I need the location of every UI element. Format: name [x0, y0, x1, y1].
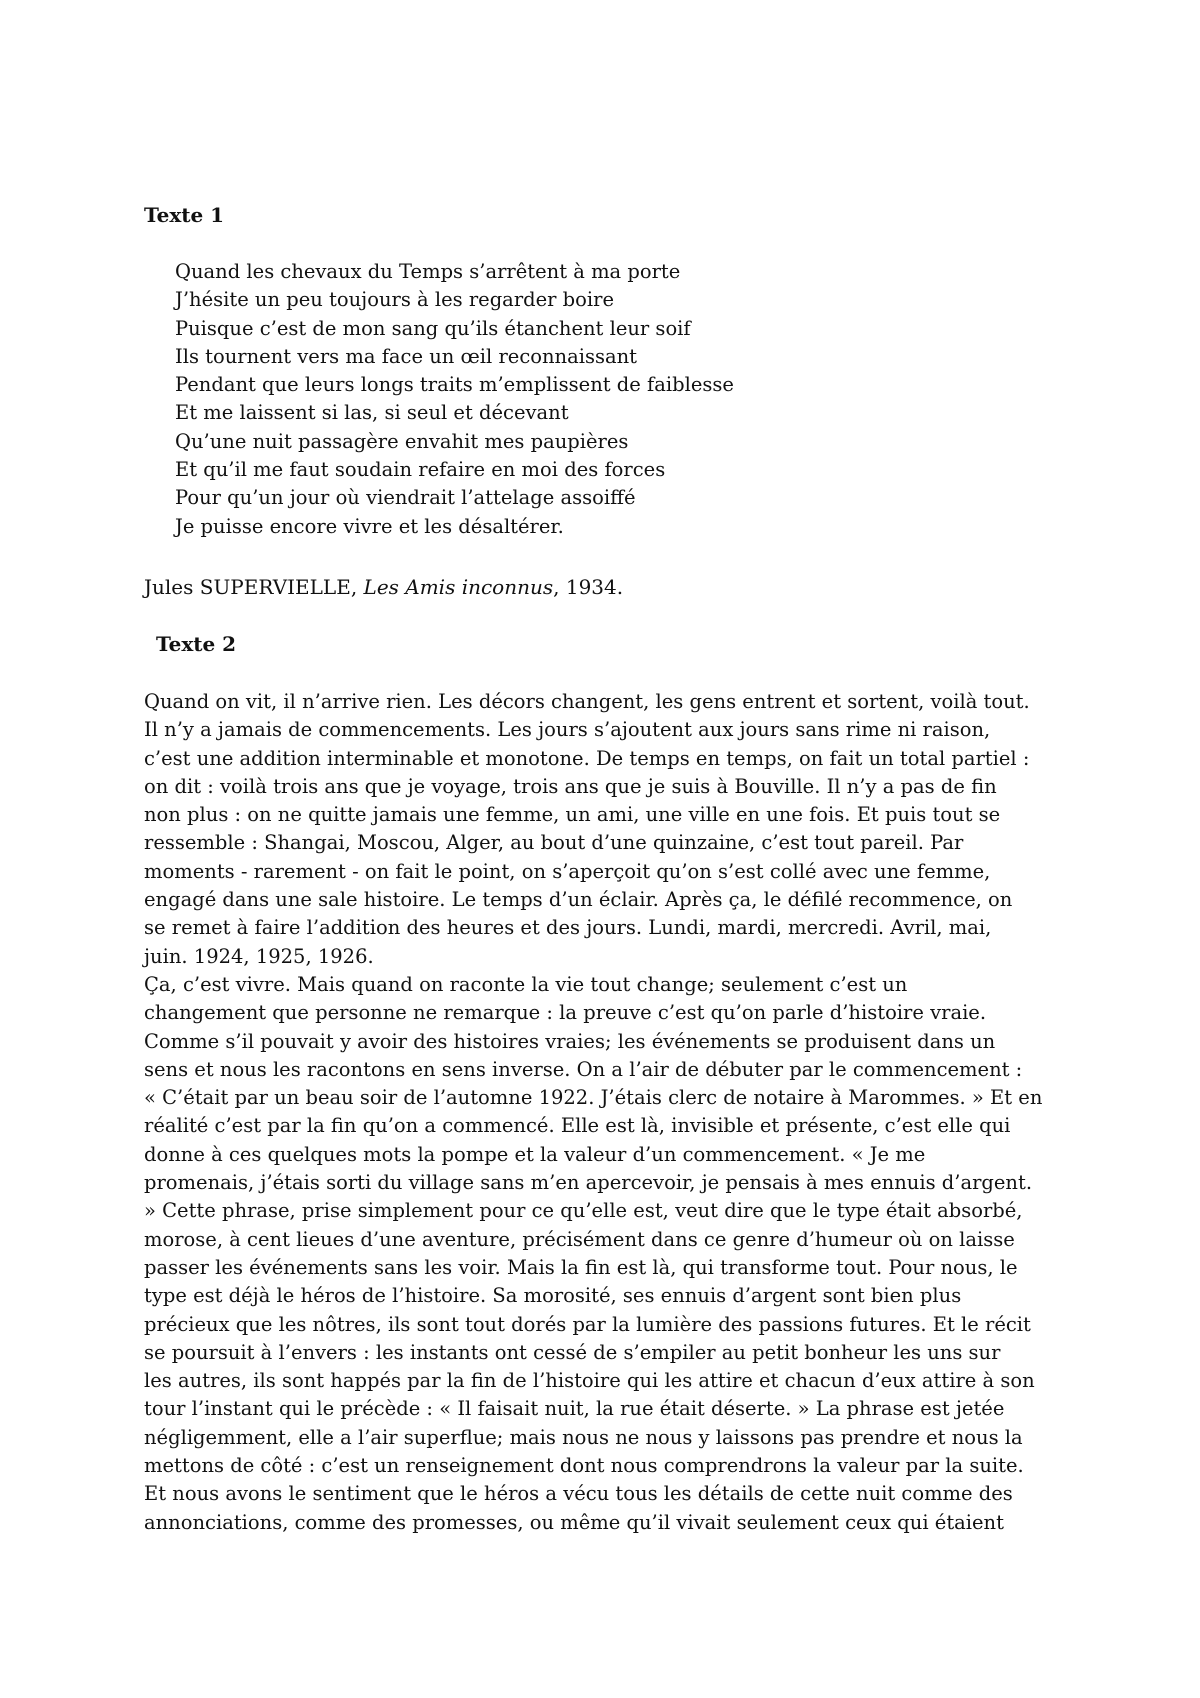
- prose-line: morose, à cent lieues d’une aventure, précisément dans ce genre d’humeur où on laisse: [144, 1227, 1015, 1251]
- prose-line: passer les événements sans les voir. Mais la fin est là, qui transforme tout. Pour nous, le: [144, 1255, 1018, 1279]
- poem-line: Et me laissent si las, si seul et décevant: [175, 401, 569, 425]
- prose-line: c’est une addition interminable et monotone. De temps en temps, on fait un total partiel :: [144, 746, 1030, 770]
- text2-heading: Texte 2: [156, 632, 237, 656]
- poem-line: Ils tournent vers ma face un œil reconnaissant: [175, 344, 638, 368]
- prose-line: se poursuit à l’envers : les instants ont cessé de s’empiler au petit bonheur les uns sur: [144, 1340, 1001, 1364]
- prose-line: » Cette phrase, prise simplement pour ce qu’elle est, veut dire que le type était absorbé,: [144, 1199, 1023, 1223]
- prose-line: annonciations, comme des promesses, ou même qu’il vivait seulement ceux qui étaient: [144, 1510, 1004, 1534]
- prose-line: sens et nous les racontons en sens inverse. On a l’air de débuter par le commencement :: [144, 1057, 1023, 1081]
- prose-line: se remet à faire l’addition des heures et des jours. Lundi, mardi, mercredi. Avril, mai,: [144, 916, 992, 940]
- prose-line: on dit : voilà trois ans que je voyage, trois ans que je suis à Bouville. Il n’y a pas de fin: [144, 774, 997, 798]
- citation-work-title: Les Amis inconnus: [363, 575, 554, 599]
- poem-line: Pendant que leurs longs traits m’emplissent de faiblesse: [175, 373, 734, 397]
- prose-line: engagé dans une sale histoire. Le temps d’un éclair. Après ça, le défilé recommence, on: [144, 888, 1013, 912]
- prose-line: promenais, j’étais sorti du village sans m’en apercevoir, je pensais à mes ennuis d’argent.: [144, 1171, 1033, 1195]
- prose-line: « C’était par un beau soir de l’automne 1922. J’étais clerc de notaire à Marommes. » Et en: [144, 1086, 1043, 1110]
- poem-line: Et qu’il me faut soudain refaire en moi des forces: [175, 458, 666, 482]
- poem: [175, 258, 734, 541]
- prose-line: type est déjà le héros de l’histoire. Sa morosité, ses ennuis d’argent sont bien plus: [144, 1284, 962, 1308]
- poem-line: Quand les chevaux du Temps s’arrêtent à ma porte: [175, 260, 681, 283]
- prose-line: Comme s’il pouvait y avoir des histoires vraies; les événements se produisent dans un: [144, 1029, 996, 1053]
- poem-line: Puisque c’est de mon sang qu’ils étanchent leur soif: [175, 316, 691, 340]
- poem-line: Je puisse encore vivre et les désaltérer.: [175, 514, 564, 538]
- prose-line: les autres, ils sont happés par la fin de l’histoire qui les attire et chacun d’eux attire à son: [144, 1369, 1035, 1393]
- poem-line: Pour qu’un jour où viendrait l’attelage assoiffé: [175, 486, 636, 510]
- prose-line: donne à ces quelques mots la pompe et la valeur d’un commencement. « Je me: [144, 1142, 926, 1166]
- prose-line: Et nous avons le sentiment que le héros a vécu tous les détails de cette nuit comme des: [144, 1482, 1013, 1506]
- prose-line: changement que personne ne remarque : la preuve c’est qu’on parle d’histoire vraie.: [144, 1001, 987, 1025]
- prose-line: négligemment, elle a l’air superflue; mais nous ne nous y laissons pas prendre et nous la: [144, 1425, 1023, 1449]
- prose-line: non plus : on ne quitte jamais une femme, un ami, une ville en une fois. Et puis tout se: [144, 803, 1001, 827]
- citation-author: Jules SUPERVIELLE,: [144, 575, 364, 599]
- prose-line: Ça, c’est vivre. Mais quand on raconte la vie tout change; seulement c’est un: [144, 972, 908, 996]
- prose-line: réalité c’est par la fin qu’on a commencé. Elle est là, invisible et présente, c’est elle qui: [144, 1114, 1011, 1138]
- prose-line: précieux que les nôtres, ils sont tout dorés par la lumière des passions futures. Et le récit: [144, 1312, 1031, 1336]
- poem-line: Qu’une nuit passagère envahit mes paupières: [175, 429, 629, 453]
- citation: [144, 573, 623, 601]
- prose-line: Il n’y a jamais de commencements. Les jours s’ajoutent aux jours sans rime ni raison,: [144, 718, 991, 742]
- text1-heading: Texte 1: [144, 203, 225, 227]
- citation-year: , 1934.: [553, 575, 624, 599]
- prose-line: mettons de côté : c’est un renseignement dont nous comprendrons la valeur par la suite.: [144, 1454, 1024, 1478]
- prose-line: Quand on vit, il n’arrive rien. Les décors changent, les gens entrent et sortent, voilà tout.: [144, 690, 1030, 713]
- prose-text: [144, 688, 1074, 1537]
- prose-line: tour l’instant qui le précède : « Il faisait nuit, la rue était déserte. » La phrase est jetée: [144, 1397, 1005, 1421]
- prose-line: ressemble : Shangai, Moscou, Alger, au bout d’une quinzaine, c’est tout pareil. Par: [144, 831, 964, 855]
- prose-line: juin. 1924, 1925, 1926.: [144, 944, 374, 968]
- poem-line: J’hésite un peu toujours à les regarder boire: [175, 288, 614, 312]
- prose-line: moments - rarement - on fait le point, on s’aperçoit qu’on s’est collé avec une femme,: [144, 859, 991, 883]
